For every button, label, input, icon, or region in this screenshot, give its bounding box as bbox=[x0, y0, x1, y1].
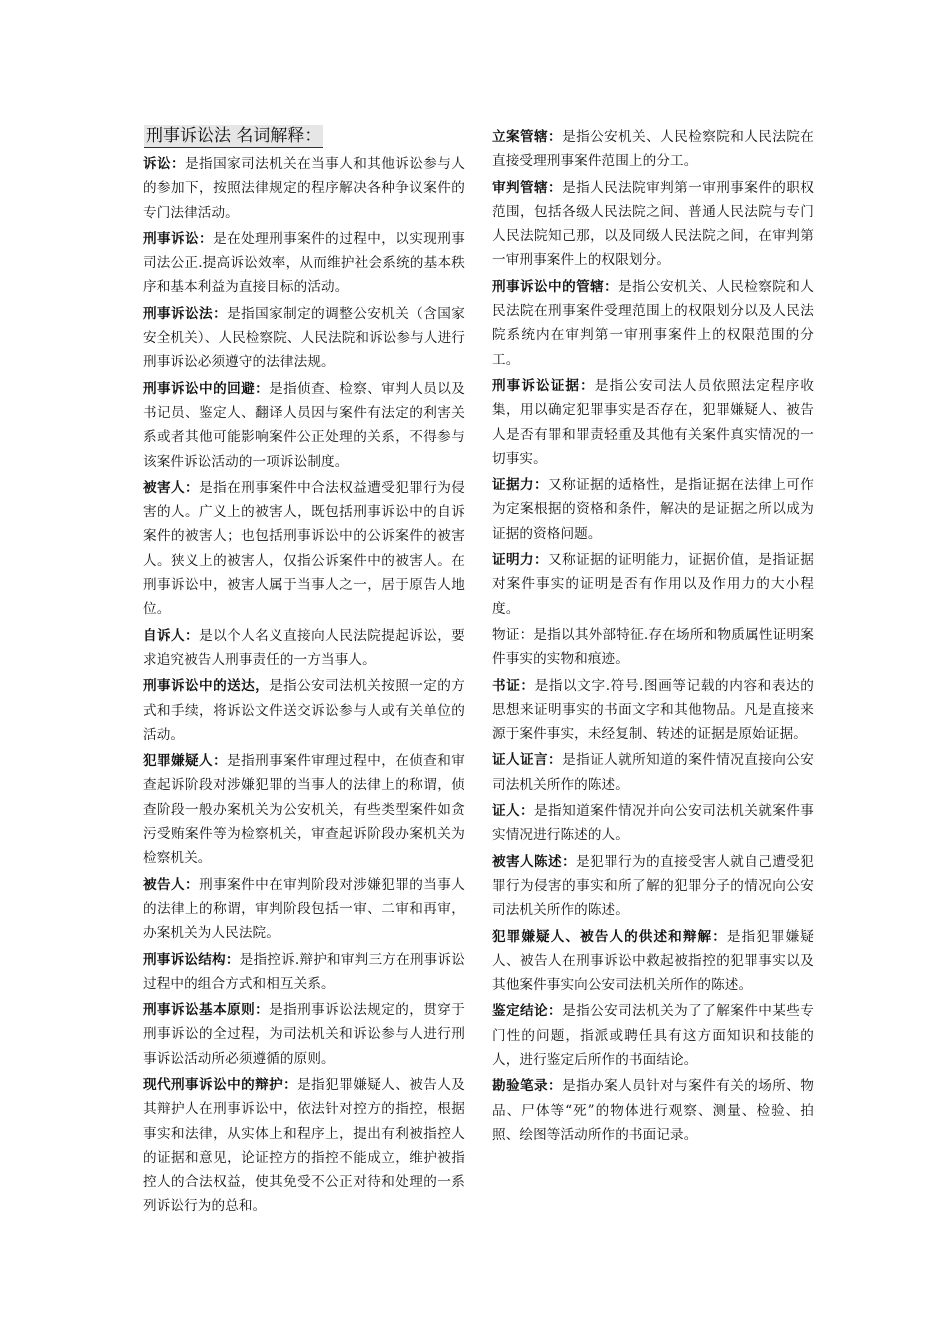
glossary-definition: 是指以其外部特征.存在场所和物质属性证明案件事实的实物和痕迹。 bbox=[492, 626, 814, 668]
glossary-definition: 是指侦查、检察、审判人员以及书记员、鉴定人、翻译人员因与案件有法定的利害关系或者其他可能影响案件公正处理的关系，不得参与该案件诉讼活动的一项诉讼制度。 bbox=[143, 380, 465, 470]
glossary-definition: 是指公安司法人员依照法定程序收集，用以确定犯罪事实是否存在，犯罪嫌疑人、被告人是否有罪和罪责轻重及其他有关案件真实情况的一切事实。 bbox=[492, 377, 815, 467]
glossary-entry bbox=[492, 799, 814, 848]
glossary-term: 刑事诉讼证据： bbox=[492, 377, 595, 394]
glossary-entry bbox=[143, 749, 465, 870]
glossary-entry bbox=[143, 674, 465, 747]
glossary-term: 勘验笔录： bbox=[492, 1078, 563, 1095]
glossary-entry bbox=[143, 227, 465, 300]
glossary-entry bbox=[492, 999, 814, 1072]
glossary-term: 鉴定结论： bbox=[492, 1003, 563, 1020]
glossary-definition: 是指证人就所知道的案件情况直接向公安司法机关所作的陈述。 bbox=[492, 752, 814, 793]
glossary-definition: 是指知道案件情况并向公安司法机关就案件事实情况进行陈述的人。 bbox=[492, 803, 814, 844]
glossary-definition: 是指控诉.辩护和审判三方在刑事诉讼过程中的组合方式和相互关系。 bbox=[143, 951, 465, 992]
glossary-term: 刑事诉讼结构： bbox=[143, 951, 240, 968]
glossary-term: 现代刑事诉讼中的辩护： bbox=[143, 1076, 298, 1093]
glossary-entry bbox=[492, 748, 814, 797]
glossary-definition: 是指办案人员针对与案件有关的场所、物品、尸体等“死”的物体进行观察、测量、检验、拍照、绘图等活动所作的书面记录。 bbox=[492, 1078, 814, 1143]
glossary-entry bbox=[143, 152, 465, 225]
glossary-definition: 是指犯罪嫌疑人、被告人在刑事诉讼中救起被指控的犯罪事实以及其他案件事实向公安司法机关所作的陈述。 bbox=[492, 928, 814, 994]
glossary-term: 被告人： bbox=[143, 876, 200, 893]
glossary-term: 刑事诉讼中的管辖： bbox=[492, 278, 619, 295]
glossary-term: 刑事诉讼中的回避： bbox=[143, 380, 270, 397]
glossary-entry bbox=[143, 624, 465, 673]
glossary-term: 证人： bbox=[492, 803, 535, 820]
glossary-term: 书证： bbox=[492, 677, 535, 694]
glossary-definition: 是指刑事诉讼法规定的，贯穿于刑事诉讼的全过程，为司法机关和诉讼参与人进行刑事诉讼活动所必须遵循的原则。 bbox=[143, 1002, 465, 1067]
glossary-entry bbox=[492, 374, 814, 471]
glossary-definition: 是指刑事案件审理过程中，在侦查和审查起诉阶段对涉嫌犯罪的当事人的法律上的称谓，侦查阶段一般办案机关为公安机关，有些类型案件如贪污受贿案件等为检察机关，审查起诉阶段办案机关为检察机关。 bbox=[143, 753, 465, 867]
glossary-definition: 刑事案件中在审判阶段对涉嫌犯罪的当事人的法律上的称谓，审判阶段包括一审、二审和再审，办案机关为人民法院。 bbox=[143, 876, 465, 942]
glossary-term: 自诉人： bbox=[143, 627, 200, 644]
glossary-term: 犯罪嫌疑人、被告人的供述和辩解： bbox=[492, 928, 727, 945]
glossary-term: 刑事诉讼法： bbox=[143, 305, 228, 322]
glossary-entry bbox=[492, 548, 814, 621]
right-column bbox=[492, 125, 814, 1149]
left-column bbox=[143, 125, 465, 1221]
glossary-term: 刑事诉讼基本原则： bbox=[143, 1002, 270, 1019]
glossary-entry bbox=[492, 850, 814, 923]
glossary-definition: 又称证据的适格性，是指证据在法律上可作为定案根据的资格和条件，解决的是证据之所以成为证据的资格问题。 bbox=[492, 477, 814, 542]
glossary-term: 犯罪嫌疑人： bbox=[143, 753, 228, 770]
glossary-definition: 是指公安机关、人民检察院和人民法院在刑事案件受理范围上的权限划分以及人民法院系统内在审判第一审刑事案件上的权限范围的分工。 bbox=[492, 278, 814, 368]
glossary-term: 被害人： bbox=[143, 479, 200, 496]
glossary-entry bbox=[143, 998, 465, 1071]
glossary-term: 立案管辖： bbox=[492, 129, 563, 145]
glossary-entry bbox=[143, 377, 465, 474]
glossary-definition: 是指人民法院审判第一审刑事案件的职权范围，包括各级人民法院之间、普通人民法院与专门人民法院知己那，以及同级人民法院之间，在审判第一审刑事案件上的权限划分。 bbox=[492, 179, 814, 269]
document-title: 刑事诉讼法 名词解释： bbox=[146, 126, 322, 146]
glossary-entry bbox=[492, 125, 814, 174]
glossary-definition: 是指犯罪嫌疑人、被告人及其辩护人在刑事诉讼中，依法针对控方的指控，根据事实和法律，从实体上和程序上，提出有利被指控人的证据和意见，论证控方的指控不能成立，维护被指控人的合法权益，使其免受不公正对待和处理的一系列诉讼行为的总和。 bbox=[143, 1076, 465, 1215]
glossary-term: 证人证言： bbox=[492, 752, 563, 769]
glossary-term: 证据力： bbox=[492, 477, 549, 494]
glossary-entry bbox=[492, 275, 814, 372]
glossary-term: 证明力： bbox=[492, 552, 549, 569]
glossary-definition: 是以个人名义直接向人民法院提起诉讼，要求追究被告人刑事责任的一方当事人。 bbox=[143, 627, 465, 668]
glossary-definition: 是指在刑事案件中合法权益遭受犯罪行为侵害的人。广义上的被害人，既包括刑事诉讼中的自诉案件的被害人；也包括刑事诉讼中的公诉案件的被害人。狭义上的被害人，仅指公诉案件中的被害人。在刑事诉讼中，被害人属于当事人之一，居于原告人地位。 bbox=[143, 479, 465, 618]
glossary-entry bbox=[143, 302, 465, 375]
glossary-term: 刑事诉讼中的送达， bbox=[143, 678, 270, 695]
glossary-entry bbox=[492, 473, 814, 546]
glossary-definition: 是犯罪行为的直接受害人就自己遭受犯罪行为侵害的事实和所了解的犯罪分子的情况向公安司法机关所作的陈述。 bbox=[492, 853, 814, 919]
glossary-entry bbox=[492, 674, 814, 747]
glossary-entry bbox=[143, 948, 465, 997]
glossary-entry bbox=[492, 176, 814, 273]
glossary-entry bbox=[492, 1074, 814, 1147]
glossary-definition: 是指以文字.符号.图画等记载的内容和表达的思想来证明事实的书面文字和其他物品。凡是直接来源于案件事实，未经复制、转述的证据是原始证据。 bbox=[492, 677, 814, 743]
glossary-term: 诉讼： bbox=[143, 156, 186, 172]
glossary-term: 审判管辖： bbox=[492, 179, 563, 196]
glossary-definition: 是指国家司法机关在当事人和其他诉讼参与人的参加下，按照法律规定的程序解决各种争议案件的专门法律活动。 bbox=[143, 156, 465, 221]
glossary-definition: 是在处理刑事案件的过程中，以实现刑事司法公正.提高诉讼效率，从而维护社会系统的基本秩序和基本利益为直接目标的活动。 bbox=[143, 230, 465, 296]
glossary-entry bbox=[143, 873, 465, 946]
glossary-entry bbox=[492, 623, 814, 672]
glossary-entry bbox=[143, 476, 465, 622]
glossary-definition: 是指公安司法机关按照一定的方式和手续，将诉讼文件送交诉讼参与人或有关单位的活动。 bbox=[143, 678, 465, 743]
glossary-definition: 是指公安机关、人民检察院和人民法院在直接受理刑事案件范围上的分工。 bbox=[492, 129, 814, 170]
glossary-term: 被害人陈述： bbox=[492, 853, 577, 870]
glossary-definition: 又称证据的证明能力，证据价值，是指证据对案件事实的证明是否有作用以及作用力的大小程度。 bbox=[492, 552, 814, 617]
glossary-definition: 是指国家制定的调整公安机关（含国家安全机关）、人民检察院、人民法院和诉讼参与人进行刑事诉讼必须遵守的法律法规。 bbox=[143, 305, 465, 371]
glossary-term: 刑事诉讼： bbox=[143, 230, 214, 247]
glossary-entry bbox=[492, 925, 814, 998]
glossary-entry bbox=[143, 1073, 465, 1219]
glossary-definition: 是指公安司法机关为了了解案件中某些专门性的问题，指派或聘任具有这方面知识和技能的人，进行鉴定后所作的书面结论。 bbox=[492, 1003, 814, 1068]
glossary-term: 物证： bbox=[492, 626, 534, 643]
